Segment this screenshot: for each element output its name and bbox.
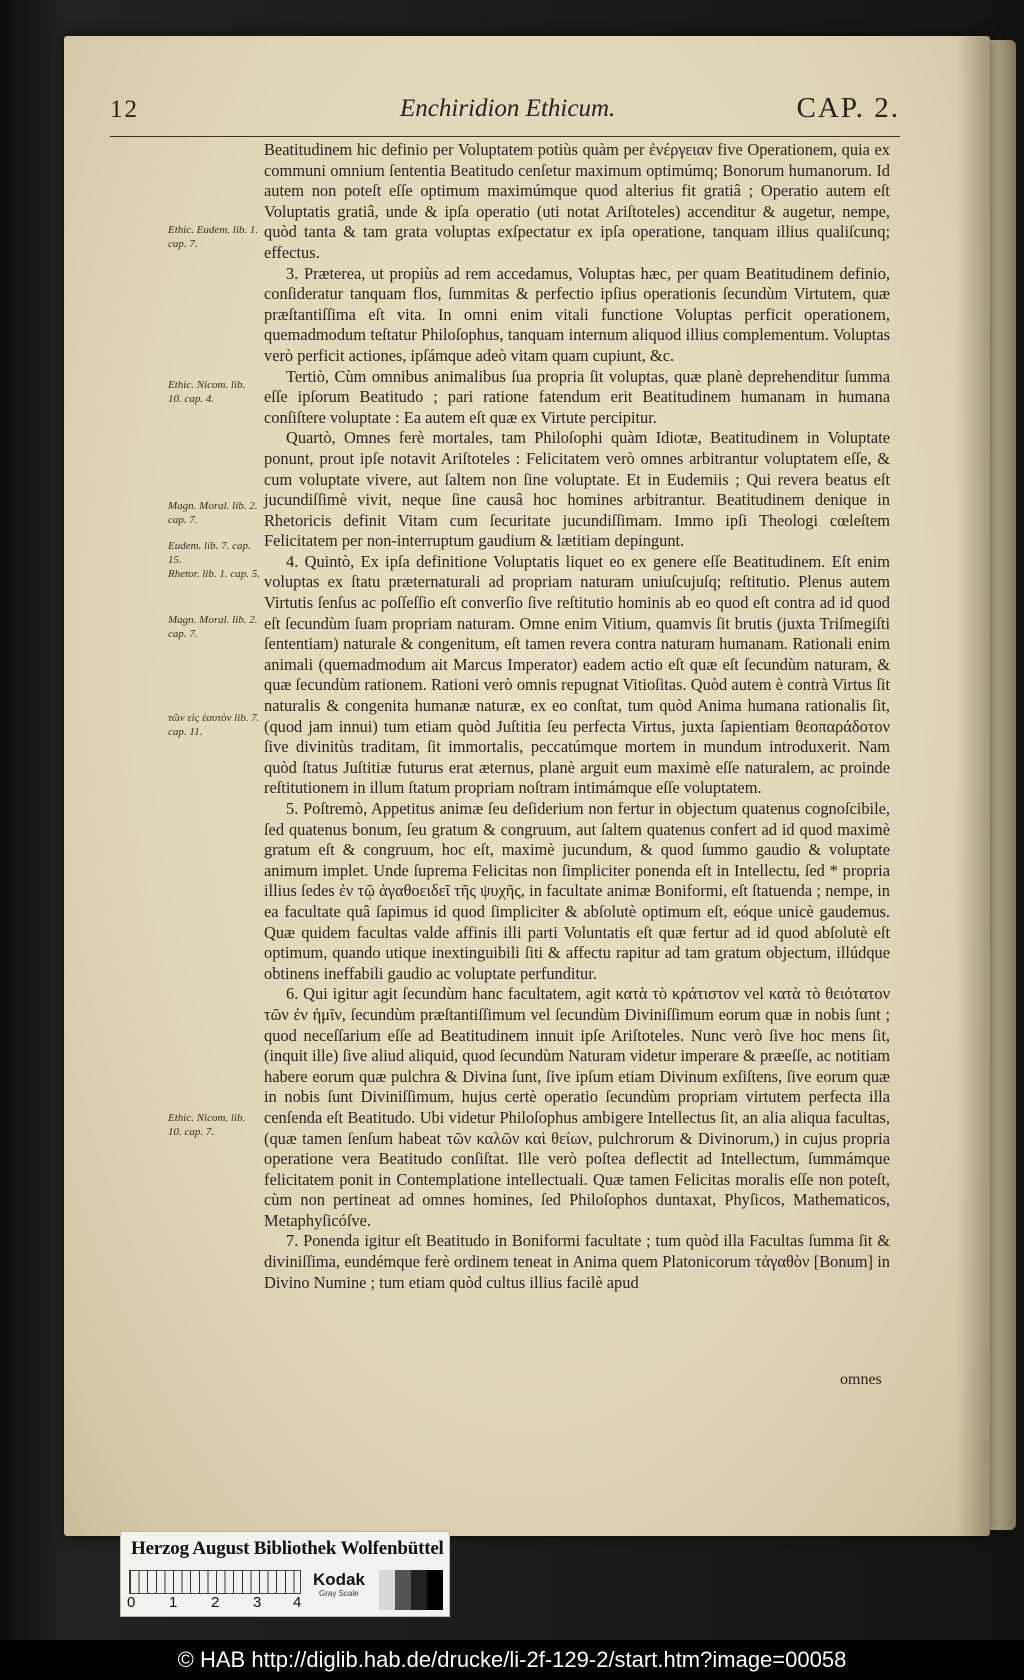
paragraph: 3. Præterea, ut propiùs ad rem accedamus, Voluptas hæc, per quam Beatitudinem definio, conſideratur tanquam flos, ſummitas & perfectio ipſius operationis ſecundùm Virtutem, quæ præſtantiſſima eſt vita. In omni enim vitali functione Voluptas perficit operationem, quemadmodum teſtatur Philoſophus, tanquam internum aliquod illius complementum. Voluptas verò perficit actiones, ipſámque adeò vitam quam cupiunt, &c. (264, 263, 890, 365)
paragraph: Tertiò, Cùm omnibus animalibus ſua propria ſit voluptas, quæ planè deprehenditur ſumma eſſe ipſorum Beatitudo ; pari ratione fatendum erit Beatitudinem humanam in humana conſiſtere voluptate : Ea autem eſt quæ ex Virtute percipitur. (264, 366, 890, 427)
paragraph: Beatitudinem hic definio per Voluptatem potiùs quàm per ἐνέργειαν five Operationem, quia ex communi omnium ſententia Beatitudo cenſetur maximum optimúmq; Bonorum humanorum. Id autem non poteſt eſſe optimum maximúmque quod alterius fit gratiâ ; Operatio autem eſt Voluptatis gratiâ, unde & ipſa operatio (uti notat Ariſtoteles) accenditur & augetur, nempe, quòd tanta & tam grata voluptas exſpectatur ex ipſa operatione, tanquam illius qualiſcunq; effectus. (264, 140, 890, 262)
running-title: Enchiridion Ethicum. (400, 95, 616, 122)
copyright-text: © HAB http://diglib.hab.de/drucke/li-2f-129-2/start.htm?image=00058 (177, 1647, 847, 1672)
paragraph: Quartò, Omnes ferè mortales, tam Philoſophi quàm Idiotæ, Beatitudinem in Voluptate ponunt, prout ipſe notavit Ariſtoteles : Felicitatem verò omnes arbitrantur voluptatem eſſe, & cum voluptate vivere, aut ſaltem non ſine voluptate. Et in Eudemiis ; Qui revera beatus eſt jucundiſſimè vivit, neque ſine causâ hoc homines arbitrantur. Beatitudinem denique in Rhetoricis definit Vitam cum ſecuritate jucundiſſimam. Immo ipſi Theologi cœleſtem Felicitatem per non-interruptum gaudium & lætitiam depingunt. (264, 428, 890, 551)
margin-note: Ethic. Eudem. lib. 1. cap. 7. (168, 224, 259, 250)
paragraph: 5. Poſtremò, Appetitus animæ ſeu deſiderium non fertur in objectum quatenus cognoſcibile, ſed quatenus bonum, ſeu gratum & congruum, aut ſaltem quatenus confert ad id quod maximè gratum eſt & congruum, hoc eſt, maximè jucundum, & quod ſummo gaudio & voluptate animum implet. Unde ſuprema Felicitas non ſimpliciter ponenda eſt in Intellectu, ſed * propria illius ſedes ἐν τῷ ἀγαθοειδεῖ τῆς ψυχῆς, in facultate animæ Boniformi, eſt ſtatuenda ; nempe, in ea facultate quâ ſapimus id quod ſimpliciter & abſolutè optimum eſt, eóque unicè gaudemus. Quæ quidem facultas valde affinis illi parti Voluntatis eſt quæ fertur ad id quod abſolutè eſt optimum, quando utique inextinguibili ſiti & affectu rapitur ad tam gratum objectum, illúdque obtinens ineffabili gaudio ac voluptate perfunditur. (264, 799, 890, 983)
scale-ruler (129, 1570, 301, 1594)
library-card (120, 1531, 450, 1617)
paragraph: 4. Quintò, Ex ipſa definitione Voluptatis liquet eo ex genere eſſe Beatitudinem. Eſt enim voluptas ex ſtatu præternaturali ad propriam naturam uniuſcujuſq; reſtitutio. Plenus autem Virtutis ſenſus ac poſſeſſio eſt converſio ſive reſtitutio hominis ab eo quod eſt contra ad id quod eſt ſecundùm ſuam propriam naturam. Omne enim Vitium, quamvis ſit brutis (juxta Triſmegiſti ſententiam) naturale & congenitum, eſt tamen revera contra naturam humanam. Rationali enim animali (quemadmodum ait Marcus Imperator) eadem actio eſt quæ eſt ſecundùm naturam, & quæ ſecundùm rationem. Rationi verò omnis repugnat Vitioſitas. Quòd autem è contrà Virtus ſit naturalis & congenita humanæ naturæ, ex eo conſtat, tum quòd Anima humana rationalis ſit, (quod jam innui) tum etiam quòd Juſtitia ſeu perfecta Virtus, juxta ſapientiam θεοπαράδοτον ſive divinitùs traditam, ſit immortalis, peccatúmque mortem in mundum introduxerit. Nam quòd ſtatus Juſtitiæ futurus erat æternus, planè arguit eum maximè eſſe naturalem, ac proinde reſtitutionem in illum ſtatum propriam noſtram intimámque eſſe voluptatem. (264, 551, 890, 798)
scale-number: 4 (293, 1594, 302, 1611)
copyright-footer (0, 1640, 1024, 1680)
main-text-column (264, 140, 890, 1293)
page-number: 12 (110, 96, 139, 123)
kodak-logo: Kodak (313, 1570, 365, 1589)
chapter-label: CAP. 2. (796, 92, 900, 124)
margin-note: Rhetor. lib. 1. cap. 5. (168, 568, 260, 580)
margin-note: Magn. Moral. lib. 2. cap. 7. (168, 614, 258, 640)
margin-note: Ethic. Nicom. lib. 10. cap. 7. (168, 1112, 246, 1138)
library-name: Herzog August Bibliothek Wolfenbüttel (131, 1538, 444, 1559)
paragraph: 7. Ponenda igitur eſt Beatitudo in Boniformi facultate ; tum quòd illa Facultas ſumma ſit & diviniſſima, eundémque ferè ordinem teneat in Anima quem Platonicorum τἀγαθὸν [Bonum] in Divino Numine ; tum etiam quòd cultus illius facilè apud (264, 1231, 890, 1292)
margin-note: τῶν εἰς ἑαυτὸν lib. 7. cap. 11. (168, 712, 260, 738)
kodak-subtitle: Gray Scale (319, 1589, 359, 1598)
scale-number: 3 (253, 1594, 262, 1611)
header-rule (110, 136, 900, 137)
scale-number: 1 (169, 1594, 178, 1611)
paragraph: 6. Qui igitur agit ſecundùm hanc facultatem, agit κατὰ τὸ κράτιστον vel κατὰ τὸ θειότατον τῶν ἐν ἡμῖν, ſecundùm præſtantiſſimum vel ſecundùm Diviniſſimum eorum quæ in nobis ſunt ; quod neceſſarium eſſe ad Beatitudinem innuit ipſe Ariſtoteles. Nunc verò ſive hoc mens ſit, (inquit ille) ſive aliud aliquid, quod ſecundùm Naturam videtur imperare & præeſſe, ac notitiam habere eorum quæ pulchra & Divina ſunt, ſive ipſum etiam Divinum exſiſtens, ſive eorum quæ in nobis ſunt Diviniſſimum, hujus certè operatio ſecundùm propriam virtutem perfecta illa cenſenda eſt Beatitudo. Ubi videtur Philoſophus ambigere Intellectus ſit, an alia aliqua facultas, (quæ tamen ſenſum habeat τῶν καλῶν καὶ θείων, pulchrorum & Divinorum,) in cujus propria operatione vera Beatitudo conſiſtat. Ille verò poſtea deflectit ad Intellectum, ſummámque felicitatem ponit in Contemplatione intellectuali. Quæ tamen Felicitas moralis eſſe non poteſt, cùm non pertineat ad omnes homines, ſed Philoſophos duntaxat, Phyſicos, Mathematicos, Metaphyſicóſve. (264, 984, 890, 1230)
gray-scale-swatches (379, 1570, 443, 1610)
catchword: omnes (840, 1371, 882, 1388)
margin-note: Magn. Moral. lib. 2. cap. 7. (168, 500, 258, 526)
gutter-shadow (956, 36, 990, 1536)
scale-number: 2 (211, 1594, 220, 1611)
margin-note: Ethic. Nicom. lib. 10. cap. 4. (168, 379, 246, 405)
margin-note: Eudem. lib. 7. cap. 15. (168, 540, 251, 566)
page-header (110, 92, 900, 132)
scale-number: 0 (127, 1594, 136, 1611)
